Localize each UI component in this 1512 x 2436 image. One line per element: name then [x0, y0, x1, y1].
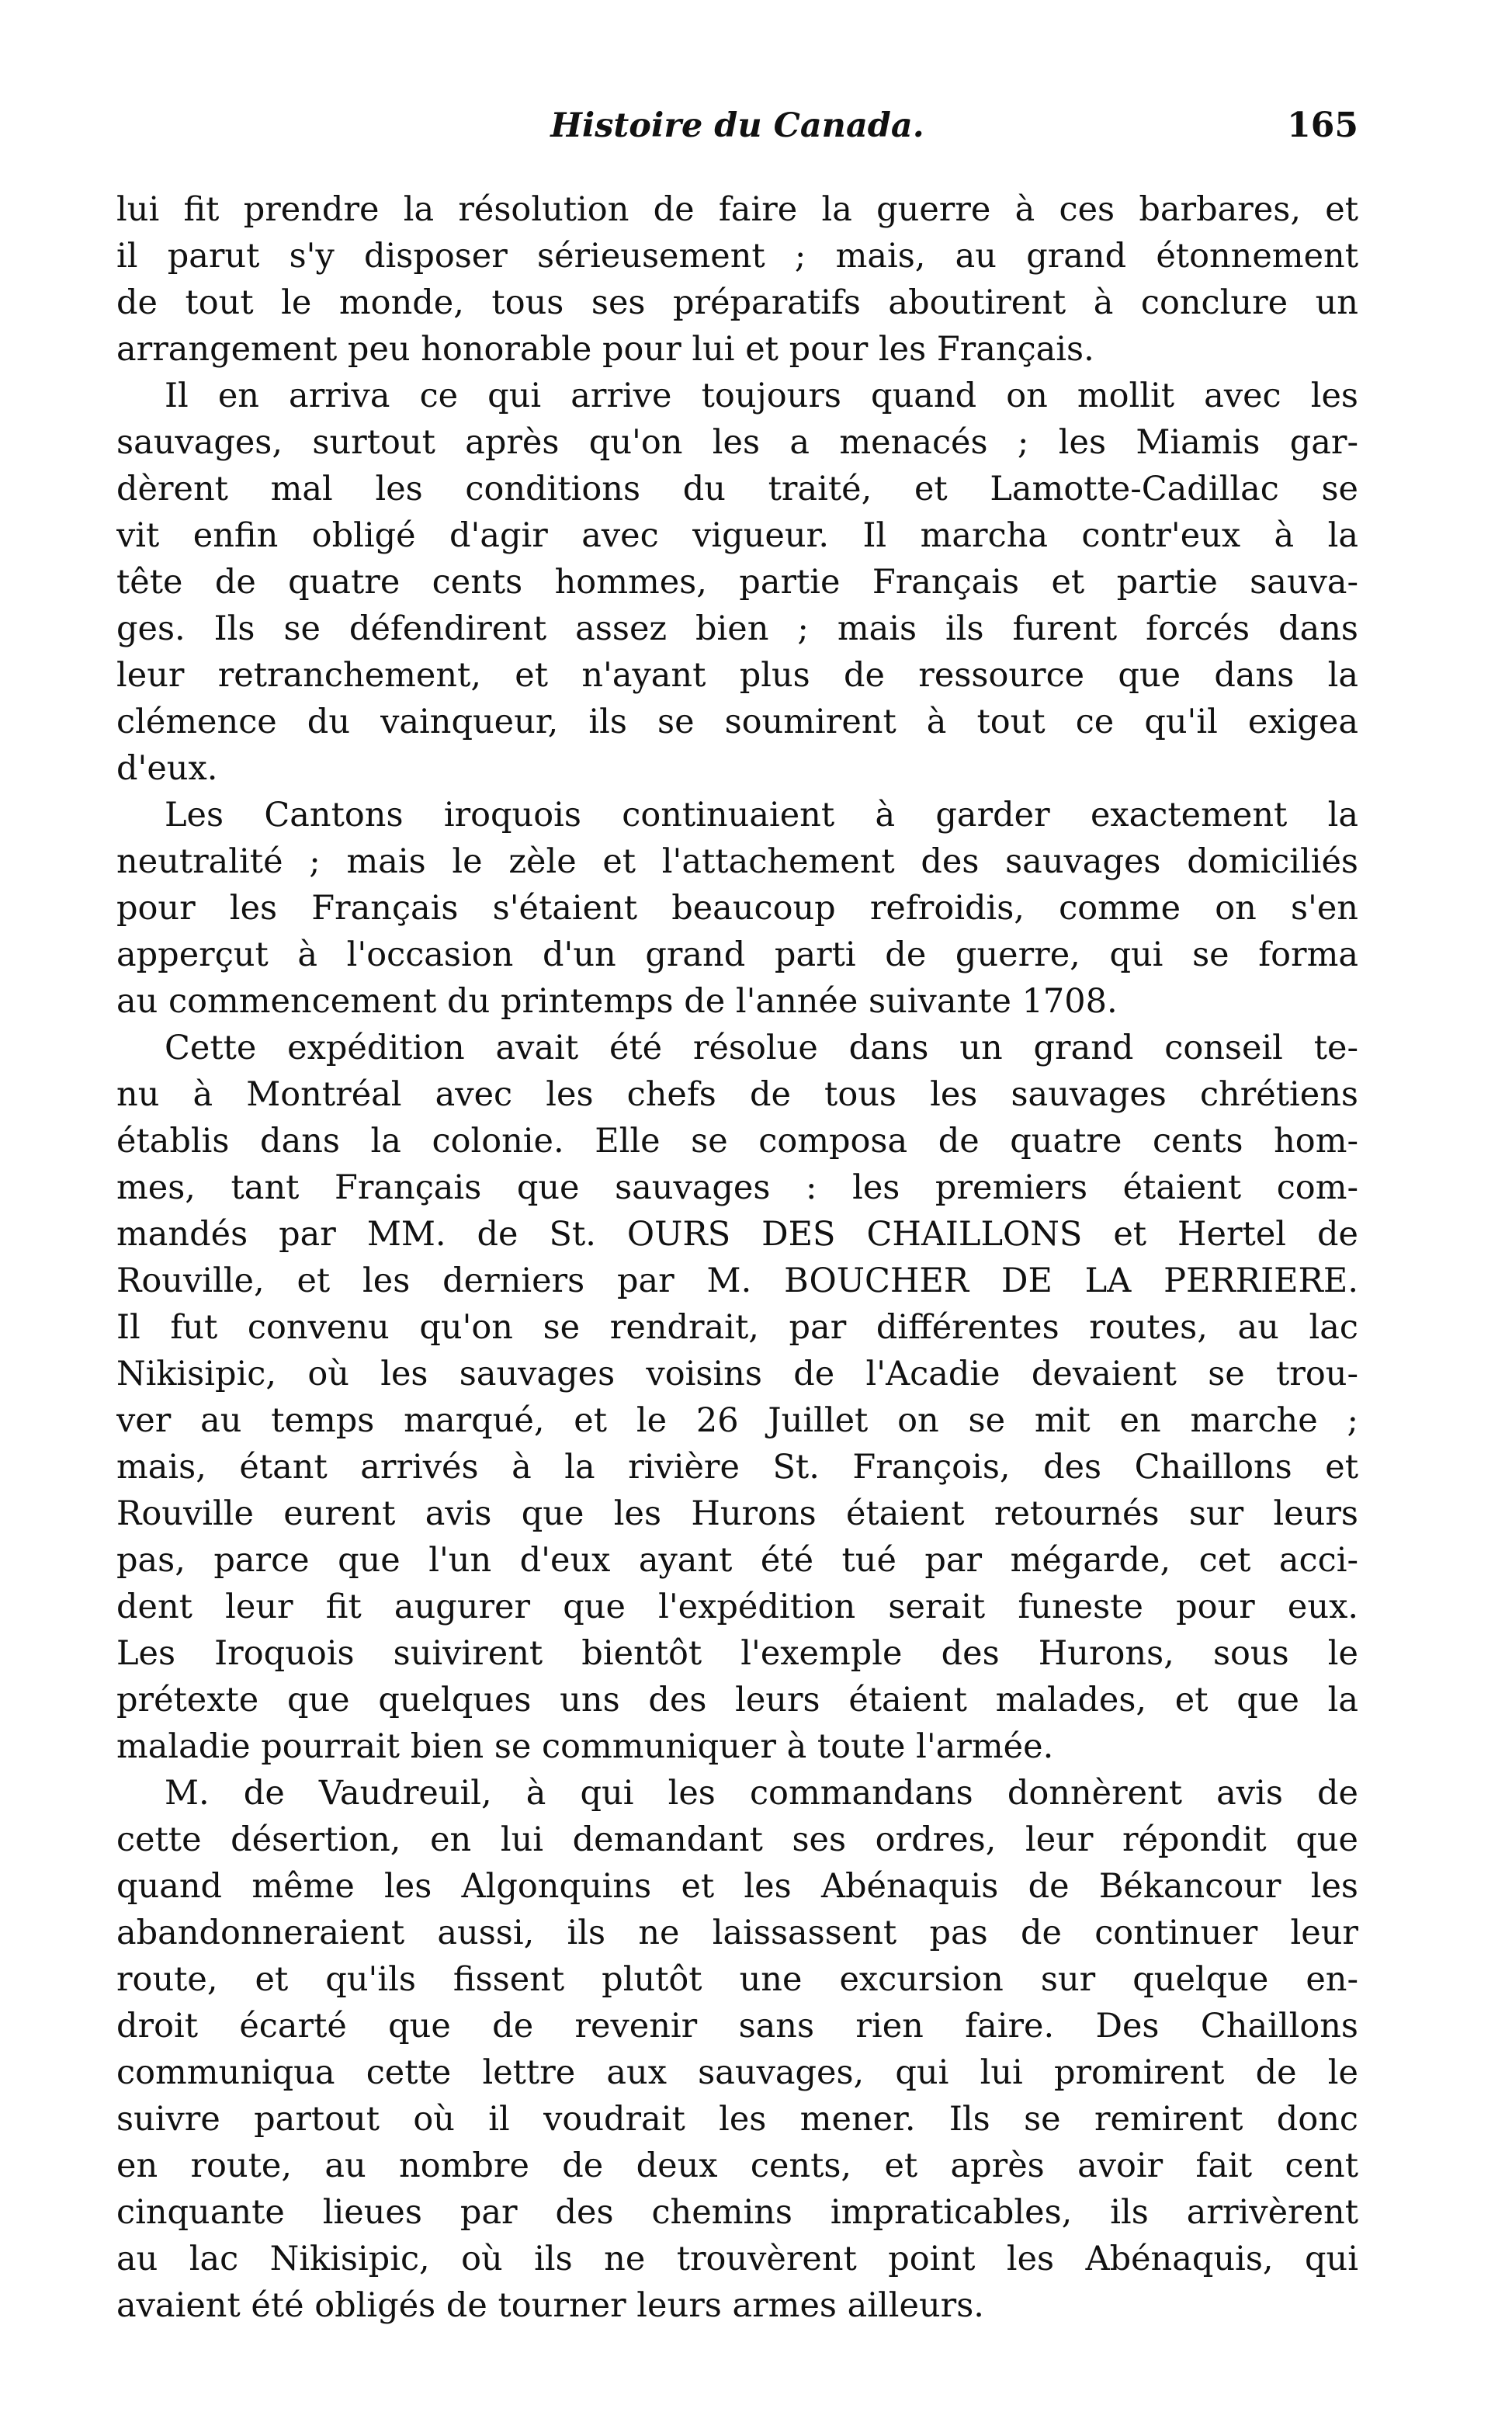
- text-line: ges. Ils se défendirent assez bien ; mais ils furent forcés dans: [116, 609, 1358, 648]
- text-line: M. de Vaudreuil, à qui les commandans donnèrent avis de: [165, 1774, 1358, 1813]
- text-line: cette désertion, en lui demandant ses ordres, leur répondit que: [116, 1820, 1358, 1859]
- text-line: Rouville eurent avis que les Hurons étaient retournés sur leurs: [116, 1494, 1358, 1533]
- text-line: sauvages, surtout après qu'on les a menacés ; les Miamis gar-: [116, 423, 1358, 462]
- text-line: de tout le monde, tous ses préparatifs aboutirent à conclure un: [116, 283, 1358, 322]
- text-line: au lac Nikisipic, où ils ne trouvèrent point les Abénaquis, qui: [116, 2240, 1358, 2278]
- text-line: vit enfin obligé d'agir avec vigueur. Il marcha contr'eux à la: [116, 516, 1358, 555]
- text-line: communiqua cette lettre aux sauvages, qui lui promirent de le: [116, 2053, 1358, 2092]
- text-line: Il fut convenu qu'on se rendrait, par différentes routes, au lac: [116, 1308, 1358, 1347]
- text-line: arrangement peu honorable pour lui et pour les Français.: [116, 330, 1094, 369]
- text-line: apperçut à l'occasion d'un grand parti de guerre, qui se forma: [116, 935, 1358, 974]
- text-line: droit écarté que de revenir sans rien faire. Des Chaillons: [116, 2007, 1358, 2046]
- text-line: avaient été obligés de tourner leurs armes ailleurs.: [116, 2286, 984, 2325]
- text-line: nu à Montréal avec les chefs de tous les sauvages chrétiens: [116, 1075, 1358, 1114]
- text-line: Nikisipic, où les sauvages voisins de l'Acadie devaient se trou-: [116, 1355, 1358, 1393]
- text-line: suivre partout où il voudrait les mener. Ils se remirent donc: [116, 2100, 1358, 2139]
- text-line: abandonneraient aussi, ils ne laissassent pas de continuer leur: [116, 1914, 1358, 1952]
- text-line: pas, parce que l'un d'eux ayant été tué par mégarde, cet acci-: [116, 1541, 1358, 1580]
- text-line: route, et qu'ils fissent plutôt une excursion sur quelque en-: [116, 1960, 1358, 1999]
- text-line: neutralité ; mais le zèle et l'attachement des sauvages domiciliés: [116, 842, 1358, 881]
- text-line: ver au temps marqué, et le 26 Juillet on se mit en marche ;: [116, 1401, 1358, 1440]
- text-line: pour les Français s'étaient beaucoup refroidis, comme on s'en: [116, 889, 1358, 928]
- text-line: Les Cantons iroquois continuaient à garder exactement la: [165, 796, 1358, 835]
- page-number: 165: [1287, 106, 1358, 145]
- text-line: d'eux.: [116, 749, 218, 788]
- text-line: mes, tant Français que sauvages : les premiers étaient com-: [116, 1168, 1358, 1207]
- text-line: leur retranchement, et n'ayant plus de ressource que dans la: [116, 656, 1358, 695]
- text-line: cinquante lieues par des chemins impraticables, ils arrivèrent: [116, 2193, 1358, 2232]
- body-text: [116, 186, 1358, 2329]
- text-line: dent leur fit augurer que l'expédition serait funeste pour eux.: [116, 1588, 1358, 1626]
- text-line: clémence du vainqueur, ils se soumirent à tout ce qu'il exigea: [116, 703, 1358, 741]
- text-line: maladie pourrait bien se communiquer à toute l'armée.: [116, 1727, 1054, 1766]
- text-line: Cette expédition avait été résolue dans un grand conseil te-: [165, 1029, 1358, 1067]
- running-title: Histoire du Canada.: [550, 106, 924, 145]
- text-line: dèrent mal les conditions du traité, et Lamotte-Cadillac se: [116, 470, 1358, 508]
- text-line: Les Iroquois suivirent bientôt l'exemple des Hurons, sous le: [116, 1634, 1358, 1673]
- text-line: en route, au nombre de deux cents, et après avoir fait cent: [116, 2146, 1358, 2185]
- text-line: mandés par MM. de St. OURS DES CHAILLONS et Hertel de: [116, 1215, 1358, 1254]
- text-line: tête de quatre cents hommes, partie Français et partie sauva-: [116, 563, 1358, 602]
- text-line: Rouville, et les derniers par M. BOUCHER DE LA PERRIERE.: [116, 1261, 1358, 1300]
- text-line: il parut s'y disposer sérieusement ; mais, au grand étonnement: [116, 237, 1358, 276]
- text-line: au commencement du printemps de l'année suivante 1708.: [116, 982, 1118, 1021]
- page-header: [116, 102, 1358, 149]
- text-line: Il en arriva ce qui arrive toujours quand on mollit avec les: [165, 377, 1358, 415]
- text-line: prétexte que quelques uns des leurs étaient malades, et que la: [116, 1681, 1358, 1719]
- text-line: quand même les Algonquins et les Abénaquis de Békancour les: [116, 1867, 1358, 1906]
- text-line: lui fit prendre la résolution de faire la guerre à ces barbares, et: [116, 190, 1358, 229]
- text-line: établis dans la colonie. Elle se composa de quatre cents hom-: [116, 1122, 1358, 1161]
- text-line: mais, étant arrivés à la rivière St. François, des Chaillons et: [116, 1448, 1358, 1487]
